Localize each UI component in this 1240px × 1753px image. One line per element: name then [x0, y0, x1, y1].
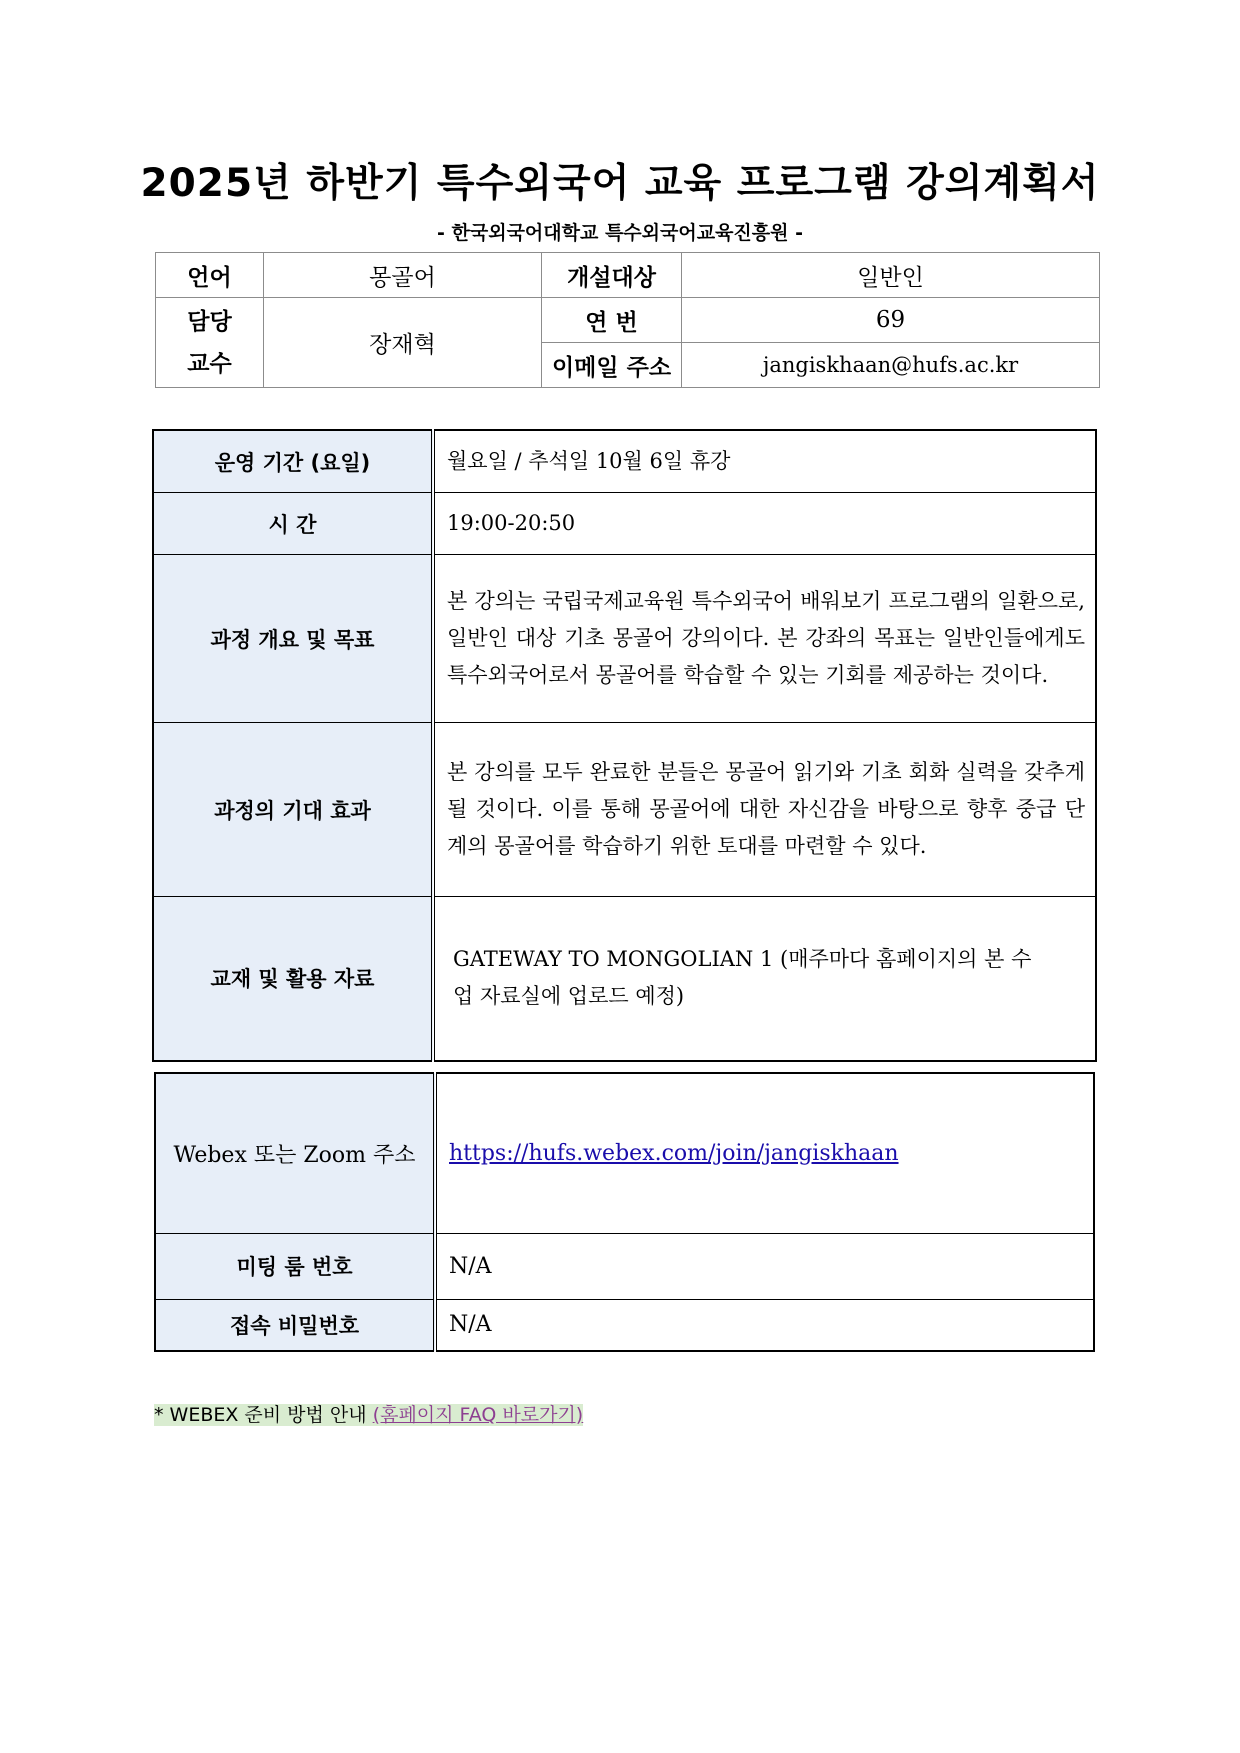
room-value: N/A	[435, 1233, 1094, 1299]
meeting-url-cell	[435, 1073, 1094, 1233]
effect-value: 본 강의를 모두 완료한 분들은 몽골어 읽기와 기초 회화 실력을 갖추게 될 것이다. 이를 통해 몽골어에 대한 자신감을 바탕으로 향후 중급 단계의 몽골어를 학습하기 위한 토대를 마련할 수 있다.	[433, 723, 1096, 897]
email-value: jangiskhaan@hufs.ac.kr	[682, 343, 1100, 388]
target-value: 일반인	[682, 253, 1100, 298]
language-value: 몽골어	[264, 253, 542, 298]
number-value: 69	[682, 298, 1100, 343]
meeting-info-table	[154, 1072, 1095, 1352]
number-label: 연 번	[542, 298, 682, 343]
professor-label-line-1: 담당	[187, 308, 232, 335]
overview-value: 본 강의는 국립국제교육원 특수외국어 배워보기 프로그램의 일환으로, 일반인 대상 기초 몽골어 강의이다. 본 강좌의 목표는 일반인들에게도 특수외국어로서 몽골어를 학습할 수 있는 기회를 제공하는 것이다.	[433, 555, 1096, 723]
meeting-url-label: Webex 또는 Zoom 주소	[155, 1073, 435, 1233]
time-value: 19:00-20:50	[433, 493, 1096, 555]
email-label: 이메일 주소	[542, 343, 682, 388]
professor-label	[156, 298, 264, 388]
webex-guide-text: * WEBEX 준비 방법 안내	[154, 1404, 373, 1426]
effect-label: 과정의 기대 효과	[153, 723, 433, 897]
professor-value: 장재혁	[264, 298, 542, 388]
faq-link[interactable]: (홈페이지 FAQ 바로가기)	[372, 1404, 584, 1426]
course-plan-table	[152, 429, 1097, 1062]
course-info-table	[155, 252, 1100, 388]
materials-value: GATEWAY TO MONGOLIAN 1 (매주마다 홈페이지의 본 수업 자료실에 업로드 예정)	[433, 897, 1096, 1061]
page-subtitle: - 한국외국어대학교 특수외국어교육진흥원 -	[437, 222, 803, 244]
language-label: 언어	[156, 253, 264, 298]
overview-label: 과정 개요 및 목표	[153, 555, 433, 723]
webex-guide-note	[154, 1400, 583, 1427]
room-label: 미팅 룸 번호	[155, 1233, 435, 1299]
meeting-url-link[interactable]: https://hufs.webex.com/join/jangiskhaan	[449, 1140, 899, 1166]
target-label: 개설대상	[542, 253, 682, 298]
time-label: 시 간	[153, 493, 433, 555]
page-title: 2025년 하반기 특수외국어 교육 프로그램 강의계획서	[140, 161, 1100, 206]
period-value: 월요일 / 추석일 10월 6일 휴강	[433, 430, 1096, 493]
password-label: 접속 비밀번호	[155, 1299, 435, 1351]
materials-label: 교재 및 활용 자료	[153, 897, 433, 1061]
password-value: N/A	[435, 1299, 1094, 1351]
professor-label-line-2: 교수	[187, 350, 232, 377]
period-label: 운영 기간 (요일)	[153, 430, 433, 493]
